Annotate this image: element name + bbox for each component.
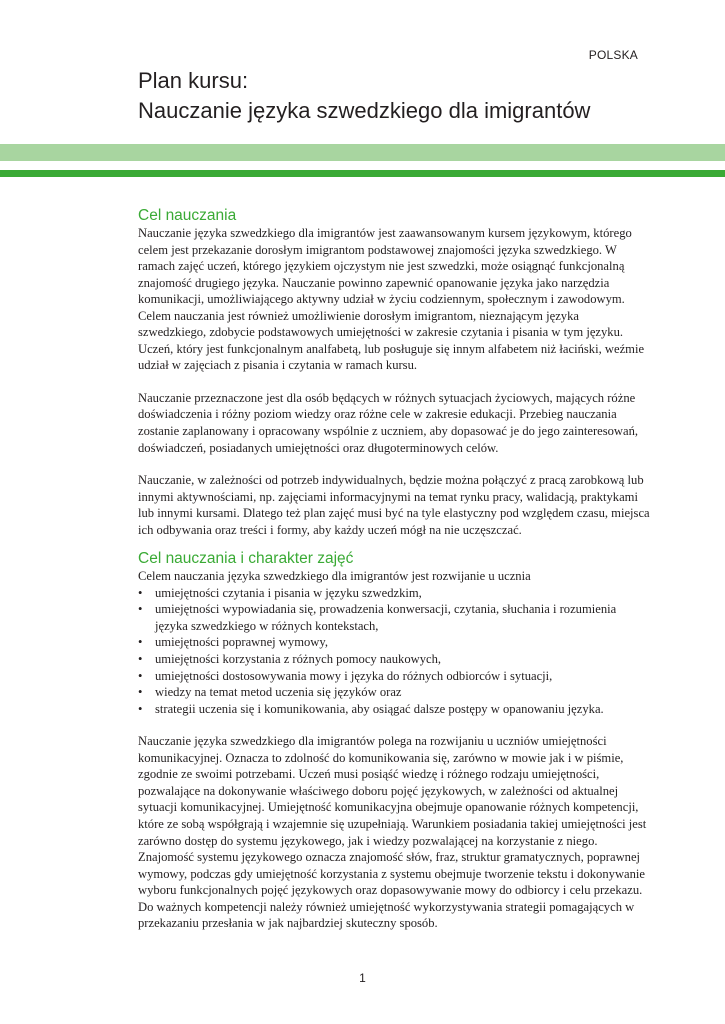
- bullet-list: [138, 585, 650, 717]
- list-item: • umiejętności poprawnej wymowy,: [138, 634, 650, 651]
- list-item: • umiejętności korzystania z różnych pomocy naukowych,: [138, 651, 650, 668]
- decorative-band-light: [0, 144, 725, 161]
- list-item: • strategii uczenia się i komunikowania, aby osiągać dalsze postępy w opanowaniu języka.: [138, 701, 650, 718]
- decorative-band-dark: [0, 170, 725, 177]
- title-line-2: Nauczanie języka szwedzkiego dla imigrantów: [138, 98, 591, 123]
- language-label: POLSKA: [588, 48, 638, 62]
- paragraph-intro: Celem nauczania języka szwedzkiego dla imigrantów jest rozwijanie u ucznia: [138, 569, 531, 584]
- page-title: [138, 66, 698, 126]
- section-heading-character: Cel nauczania i charakter zajęć: [138, 550, 354, 568]
- list-item: • umiejętności czytania i pisania w języku szwedzkim,: [138, 585, 650, 602]
- list-item: • umiejętności dostosowywania mowy i języka do różnych odbiorców i sytuacji,: [138, 668, 650, 685]
- paragraph: Nauczanie języka szwedzkiego dla imigrantów jest zaawansowanym kursem językowym, którego celem jest przekazanie dorosłym imigrantom podstawowej znajomości języka szwedzkiego. W ramach zajęć uczeń, którego językiem ojczystym nie jest szwedzki, może osiągnąć funkcjonalną znajomość drugiego języka. Nauczanie powinno zapewnić opanowanie języka jako narzędzia komunikacji, umożliwiającego aktywny udział w życiu codziennym, społecznym i zawodowym. Celem nauczania jest również umożliwienie dorosłym imigrantom, nieznającym języka szwedzkiego, zdobycie podstawowych umiejętności w zakresie czytania i pisania w tym języku. Uczeń, który jest funkcjonalnym analfabetą, lub posługuje się innym alfabetem niż łaciński, weźmie udział w zajęciach z pisania i czytania w ramach kursu.: [138, 226, 645, 373]
- list-item: • wiedzy na temat metod uczenia się języków oraz: [138, 684, 650, 701]
- paragraph-gap: [138, 456, 650, 472]
- title-line-1: Plan kursu:: [138, 68, 249, 93]
- list-item: • umiejętności wypowiadania się, prowadzenia konwersacji, czytania, słuchania i rozumienia języka szwedzkiego w różnych kontekstach,: [138, 601, 650, 634]
- paragraph-gap: [138, 374, 650, 390]
- section-heading-goal: Cel nauczania: [138, 207, 237, 224]
- paragraph: Nauczanie języka szwedzkiego dla imigrantów polega na rozwijaniu u uczniów umiejętności komunikacyjnej. Oznacza to zdolność do komunikowania się, zarówno w mowie jak i w piśmie, zgodnie ze swoimi potrzebami. Uczeń musi posiąść wiedzę i różnego rodzaju umiejętności, pozwalające na dokonywanie właściwego doboru pojęć językowych, w zależności od aktualnej sytuacji komunikacyjnej. Umiejętność komunikacyjna obejmuje opanowanie różnych kompetencji, które ze sobą współgrają i wzajemnie się uzupełniają. Warunkiem posiadania takiej umiejętności jest zarówno dostęp do systemu językowego, jak i wiedzy pozwalającej na korzystanie z niego. Znajomość systemu językowego oznacza znajomość słów, fraz, struktur gramatycznych, poprawnej wymowy, podczas gdy umiejętność korzystania z systemu obejmuje tworzenie tekstu i dokonywanie wyboru funkcjonalnych pojęć językowych oraz dopasowywanie mowy do odbiorcy i celu przekazu. Do ważnych kompetencji należy również umiejętność wykorzystywania strategii pomagających w przekazaniu przesłania w jak najbardziej skuteczny sposób.: [138, 734, 647, 931]
- paragraph-gap: [138, 717, 650, 733]
- paragraph-gap: [138, 538, 650, 550]
- paragraph: Nauczanie, w zależności od potrzeb indywidualnych, będzie można połączyć z pracą zarobkową lub innymi aktywnościami, np. zajęciami informacyjnymi na temat rynku pracy, walidacją, praktykami lub innymi kursami. Dlatego też plan zajęć musi być na tyle elastyczny pod względem czasu, miejsca ich odbywania oraz treści i formy, aby każdy uczeń mógł na nie uczęszczać.: [138, 473, 650, 537]
- document-body: [138, 207, 650, 932]
- page-number: 1: [359, 971, 366, 985]
- paragraph: Nauczanie przeznaczone jest dla osób będących w różnych sytuacjach życiowych, mających różne doświadczenia i różny poziom wiedzy oraz różne cele w zakresie edukacji. Przebieg nauczania zostanie zaplanowany i opracowany wspólnie z uczniem, aby dopasować je do jego zainteresowań, doświadczeń, posiadanych umiejętności oraz długoterminowych celów.: [138, 390, 639, 455]
